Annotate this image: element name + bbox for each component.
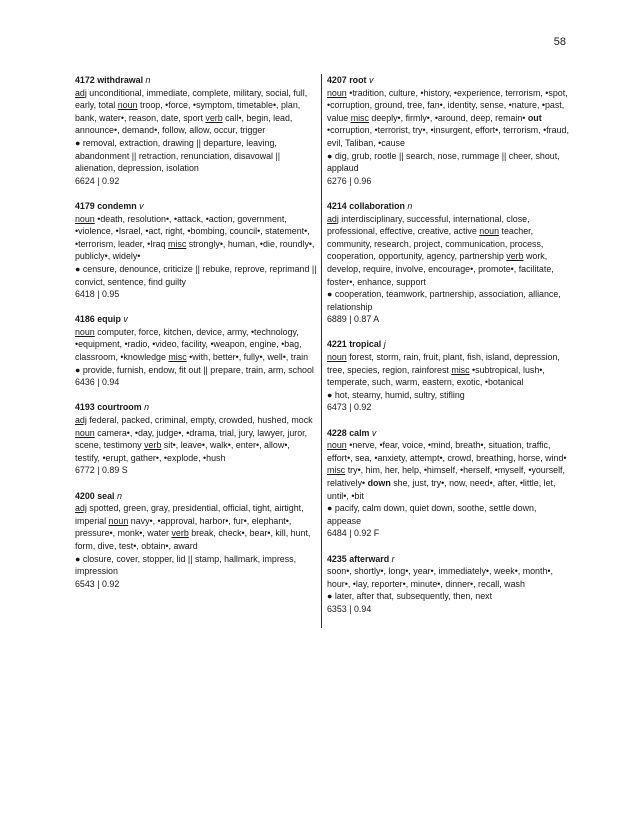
synonym-line: ● removal, extraction, drawing || departure, leaving, abandonment || retraction, renunciation, disavowal || alienation, depression, isolation bbox=[75, 137, 281, 174]
headword: 4221 tropical bbox=[327, 339, 382, 350]
headword: 4179 condemn bbox=[75, 200, 137, 211]
collocation-label: out bbox=[527, 112, 542, 123]
dictionary-entry bbox=[327, 427, 569, 540]
dictionary-entry bbox=[327, 338, 569, 414]
collocation-list: break, check•, bear•, kill, hunt, form, dive, test•, obtain•, award bbox=[75, 528, 311, 551]
frequency-stats: 6889 | 0.87 A bbox=[327, 314, 380, 325]
dictionary-entry bbox=[75, 74, 317, 187]
frequency-stats: 6276 | 0.96 bbox=[327, 175, 372, 186]
dictionary-entry bbox=[75, 200, 317, 301]
collocation-list: work, develop, require, involve, encourage•, promote•, facilitate, foster•, enhance, support bbox=[327, 251, 554, 287]
collocation-list: spotted, green, gray, presidential, official, tight, airtight, imperial bbox=[75, 503, 304, 526]
collocation-label: noun bbox=[327, 87, 347, 98]
entry-headword bbox=[75, 74, 317, 87]
frequency-stats: 6484 | 0.92 F bbox=[327, 528, 380, 539]
dictionary-entry bbox=[75, 490, 317, 591]
right-column bbox=[321, 74, 569, 628]
entry-headword bbox=[327, 74, 569, 87]
collocation-text bbox=[327, 87, 569, 150]
collocation-list: forest, storm, rain, fruit, plant, fish, island, depression, tree, species, region, rainforest bbox=[327, 352, 560, 375]
collocation-list: call•, begin, lead, announce•, demand•, follow, allow, occur, trigger bbox=[75, 112, 293, 136]
collocation-list: interdisciplinary, successful, international, close, professional, effective, creative, active bbox=[327, 213, 530, 237]
collocation-label: down bbox=[367, 478, 391, 488]
entry-headword bbox=[75, 313, 317, 326]
collocation-text bbox=[75, 87, 317, 137]
dictionary-entry bbox=[75, 401, 317, 477]
collocation-text bbox=[75, 213, 317, 263]
collocation-list: camera•, •day, judge•, •drama, trial, jury, lawyer, juror, scene, testimony bbox=[75, 427, 308, 451]
collocation-label: adj bbox=[327, 213, 339, 224]
collocation-list: •death, resolution•, •attack, •action, government, •violence, •Israel, •act, right, •bombing, council•, statement•, •terrorism, leader, •Iraq bbox=[75, 213, 310, 249]
collocation-label: noun bbox=[108, 515, 129, 526]
collocation-list: she, just, try•, now, need•, after, •little, let, until•, •bit bbox=[327, 478, 556, 501]
part-of-speech: r bbox=[391, 553, 395, 564]
collocation-list: •corruption, •terrorist, try•, •insurgent, effort•, terrorism, •fraud, evil, Taliban, •cause bbox=[327, 125, 569, 148]
collocation-label: misc bbox=[451, 364, 470, 375]
collocation-list: soon•, shortly•, long•, year•, immediately•, week•, month•, hour•, •lay, reporter•, minute•, dinner•, recall, wash bbox=[327, 566, 553, 589]
collocation-list: teacher, community, research, project, communication, process, cooperation, opportunity, agency, partnership bbox=[327, 226, 544, 262]
collocation-list: sit•, leave•, walk•, enter•, allow•, testify, •erupt, gather•, •explode, •hush bbox=[75, 440, 290, 463]
collocation-list: computer, force, kitchen, device, army, •technology, •equipment, •radio, •video, facility, •weapon, engine, •bag, classroom, •knowledge bbox=[75, 326, 302, 363]
collocation-text bbox=[75, 502, 317, 552]
collocation-label: verb bbox=[171, 528, 189, 539]
part-of-speech: v bbox=[139, 200, 144, 211]
left-column bbox=[75, 74, 321, 628]
collocation-label: verb bbox=[144, 440, 162, 451]
headword: 4228 calm bbox=[327, 427, 370, 438]
collocation-label: noun bbox=[75, 427, 95, 438]
collocation-label: adj bbox=[75, 415, 87, 426]
entry-headword bbox=[75, 401, 317, 414]
dictionary-entry bbox=[327, 553, 569, 616]
part-of-speech: n bbox=[116, 490, 122, 501]
collocation-label: noun bbox=[327, 352, 347, 363]
collocation-label: misc bbox=[168, 238, 187, 249]
collocation-label: noun bbox=[117, 100, 138, 111]
headword: 4186 equip bbox=[75, 314, 121, 325]
collocation-list: try•, him, her, help, •himself, •herself, •myself, •yourself, relatively• bbox=[327, 465, 565, 488]
collocation-list: •subtropical, lush•, temperate, such, warm, eastern, exotic, •botanical bbox=[327, 364, 545, 388]
dictionary-entry bbox=[327, 74, 569, 187]
part-of-speech: n bbox=[407, 200, 413, 211]
collocation-list: •with, better•, fully•, well•, train bbox=[186, 352, 309, 363]
page-number: 58 bbox=[553, 36, 566, 48]
headword: 4172 withdrawal bbox=[75, 75, 144, 85]
collocation-text bbox=[327, 565, 569, 590]
collocation-text bbox=[75, 414, 317, 464]
headword: 4235 afterward bbox=[327, 553, 390, 564]
frequency-stats: 6418 | 0.95 bbox=[75, 289, 120, 300]
collocation-list: federal, packed, criminal, empty, crowded, hushed, mock bbox=[86, 415, 313, 426]
part-of-speech: j bbox=[383, 339, 386, 350]
entry-columns bbox=[75, 74, 569, 628]
collocation-list: troop, •force, •symptom, timetable•, plan, bank, water•, reason, date, sport bbox=[75, 100, 301, 123]
collocation-label: noun bbox=[75, 213, 95, 224]
collocation-list: strongly•, human, •die, roundly•, publicly•, widely• bbox=[75, 238, 315, 262]
dictionary-entry bbox=[75, 313, 317, 389]
synonym-line: ● censure, denounce, criticize || rebuke, reprove, reprimand || convict, sentence, find guilty bbox=[75, 263, 317, 287]
synonym-line: ● pacify, calm down, quiet down, soothe, settle down, appease bbox=[327, 503, 537, 526]
collocation-label: verb bbox=[506, 251, 524, 262]
collocation-list: deeply•, firmly•, •around, deep, remain• bbox=[368, 112, 528, 123]
collocation-text bbox=[327, 351, 569, 389]
frequency-stats: 6473 | 0.92 bbox=[327, 402, 372, 413]
collocation-list: •tradition, culture, •history, •experience, terrorism, •spot, •corruption, ground, tree, fan•, identity, sense, •nature, •past, value bbox=[327, 87, 568, 123]
entry-headword bbox=[327, 427, 569, 440]
headword: 4207 root bbox=[327, 75, 367, 85]
collocation-label: misc bbox=[350, 112, 369, 123]
synonym-line: ● provide, furnish, endow, fit out || prepare, train, arm, school bbox=[75, 364, 314, 375]
part-of-speech: n bbox=[144, 402, 149, 413]
synonym-line: ● hot, steamy, humid, sultry, stifling bbox=[327, 389, 465, 400]
dictionary-entry bbox=[327, 200, 569, 326]
entry-headword bbox=[327, 200, 569, 213]
synonym-line: ● cooperation, teamwork, partnership, association, alliance, relationship bbox=[327, 289, 561, 312]
entry-headword bbox=[327, 338, 569, 351]
collocation-label: noun bbox=[479, 226, 500, 237]
synonym-line: ● dig, grub, rootle || search, nose, rummage || cheer, shout, applaud bbox=[327, 150, 560, 174]
collocation-list: •nerve, •fear, voice, •mind, breath•, situation, traffic, effort•, sea, •anxiety, attempt•, crowd, breathing, horse, wind• bbox=[327, 440, 567, 463]
frequency-stats: 6543 | 0.92 bbox=[75, 578, 120, 589]
headword: 4200 seal bbox=[75, 490, 115, 501]
collocation-text bbox=[75, 326, 317, 364]
collocation-label: adj bbox=[75, 503, 87, 514]
collocation-label: adj bbox=[75, 87, 87, 98]
frequency-stats: 6353 | 0.94 bbox=[327, 603, 372, 614]
part-of-speech: v bbox=[371, 427, 377, 438]
frequency-stats: 6436 | 0.94 bbox=[75, 377, 120, 388]
headword: 4193 courtroom bbox=[75, 402, 142, 413]
headword: 4214 collaboration bbox=[327, 200, 405, 211]
entry-headword bbox=[327, 553, 569, 566]
collocation-label: misc bbox=[168, 352, 187, 363]
synonym-line: ● closure, cover, stopper, lid || stamp, hallmark, impress, impression bbox=[75, 553, 297, 577]
part-of-speech: v bbox=[123, 314, 128, 325]
collocation-label: verb bbox=[205, 112, 223, 123]
entry-headword bbox=[75, 490, 317, 503]
part-of-speech: n bbox=[145, 75, 151, 85]
collocation-text bbox=[327, 213, 569, 289]
synonym-line: ● later, after that, subsequently, then, next bbox=[327, 591, 493, 602]
part-of-speech: v bbox=[368, 75, 374, 85]
frequency-stats: 6772 | 0.89 S bbox=[75, 465, 128, 476]
collocation-list: navy•, •approval, harbor•, fur•, elephant•, pressure•, monk•, water bbox=[75, 515, 292, 539]
frequency-stats: 6624 | 0.92 bbox=[75, 175, 120, 186]
collocation-label: noun bbox=[327, 440, 347, 451]
collocation-label: noun bbox=[75, 326, 95, 337]
collocation-label: misc bbox=[327, 465, 346, 476]
entry-headword bbox=[75, 200, 317, 213]
collocation-list: unconditional, immediate, complete, military, social, full, early, total bbox=[75, 87, 308, 111]
collocation-text bbox=[327, 439, 569, 502]
